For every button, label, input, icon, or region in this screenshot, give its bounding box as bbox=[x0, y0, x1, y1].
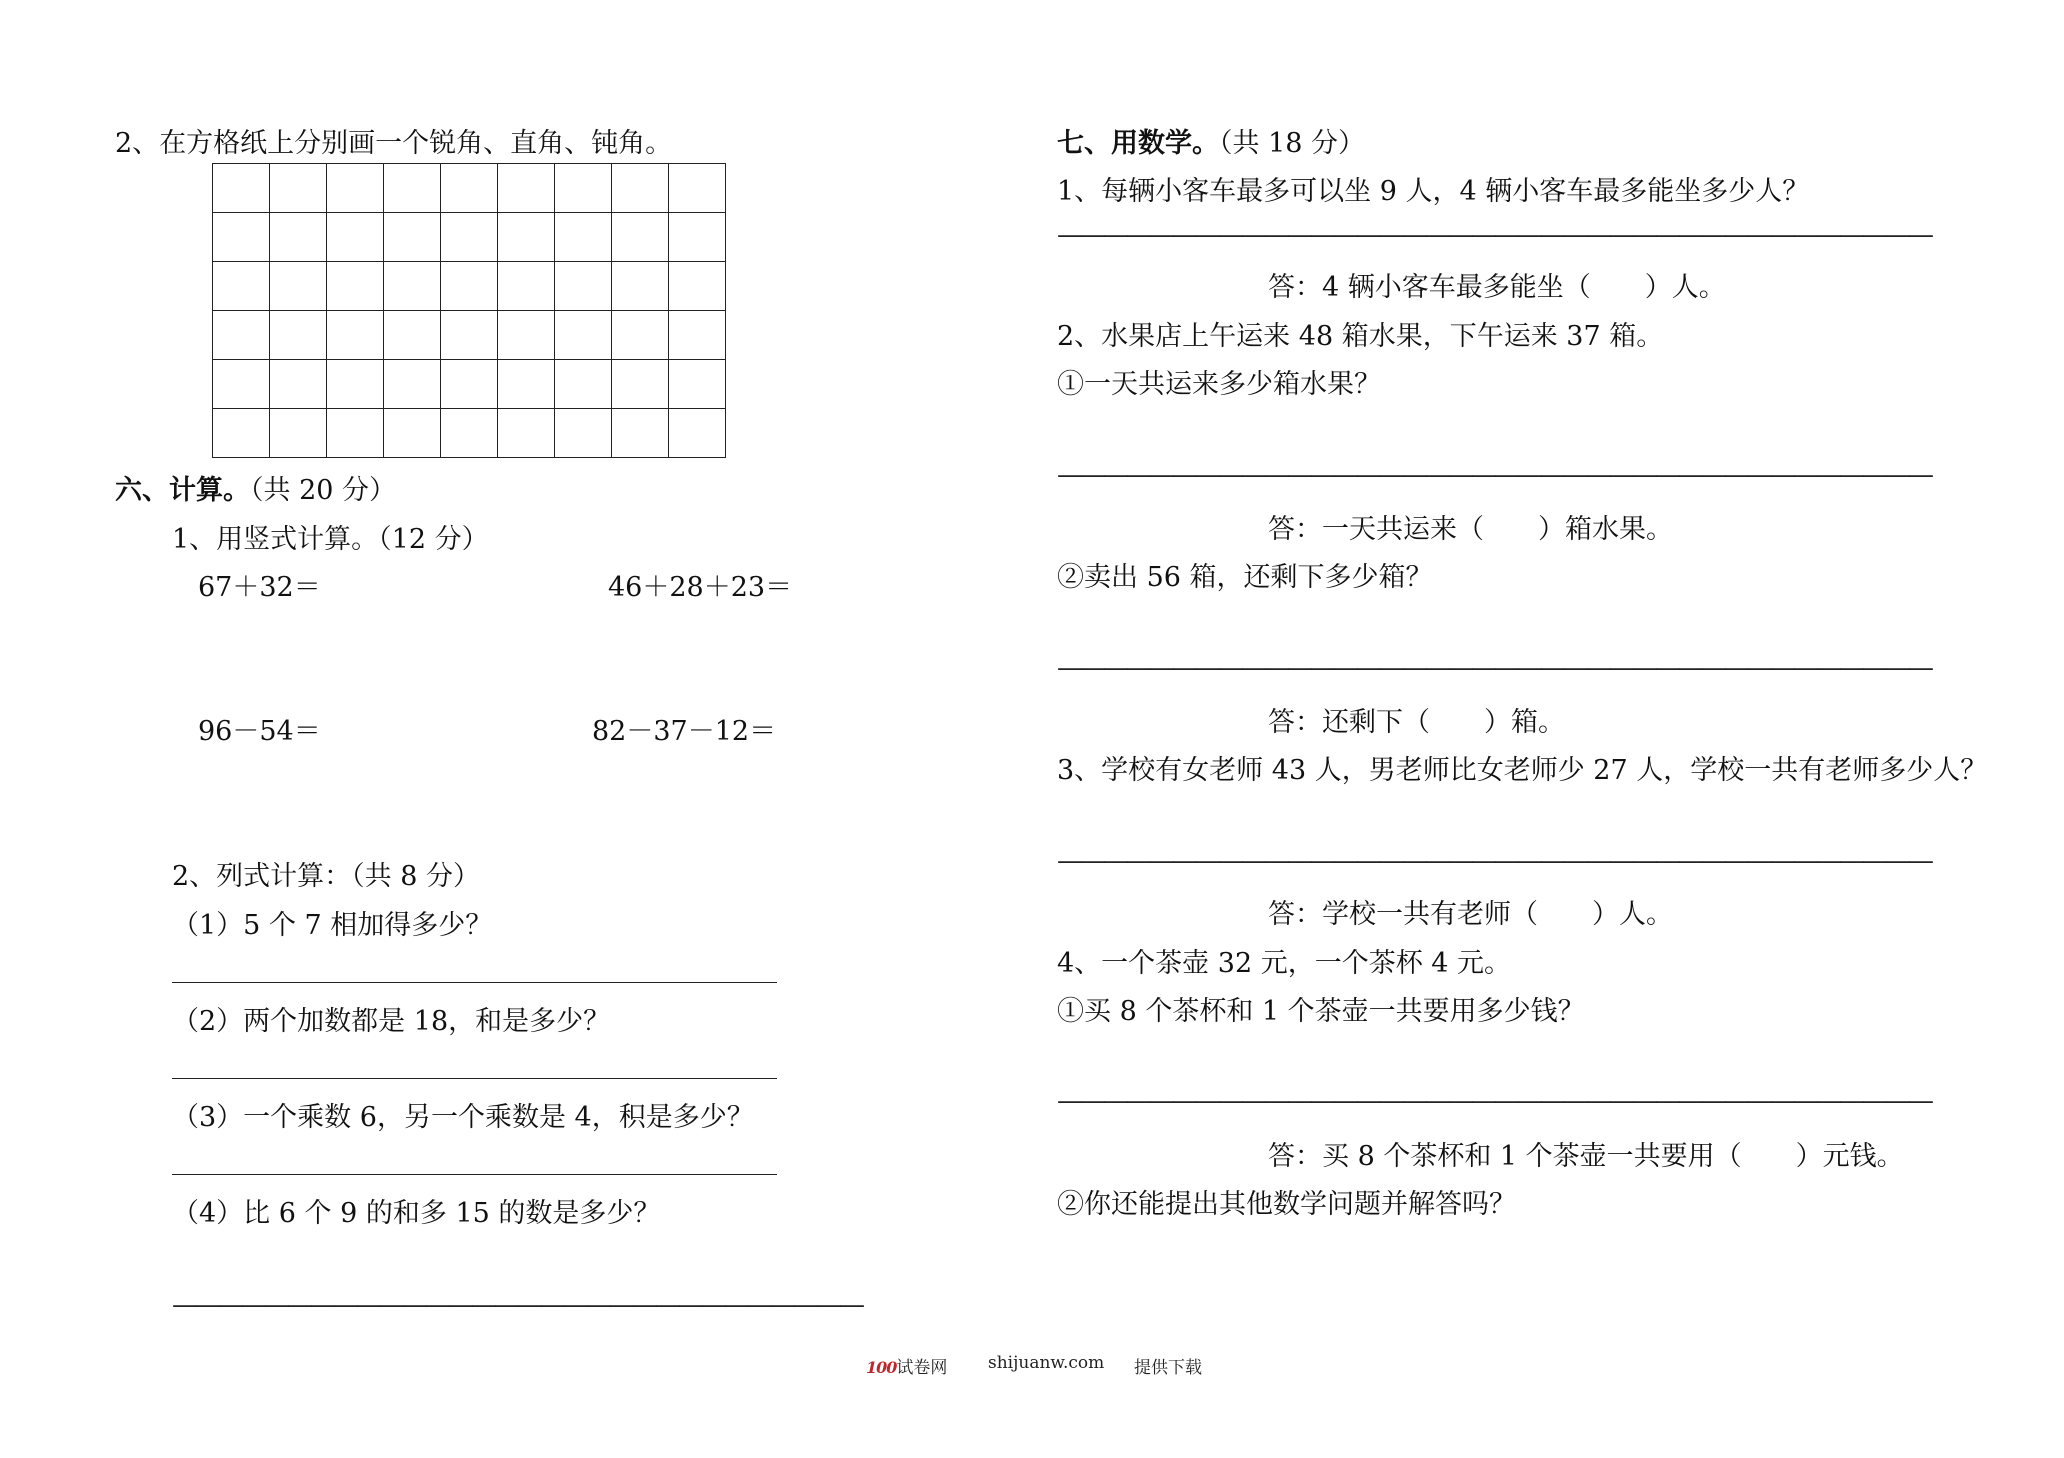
grid-cell[interactable] bbox=[213, 262, 270, 311]
grid-cell[interactable] bbox=[327, 262, 384, 311]
question-6-2-title: 2、列式计算：（共 8 分） bbox=[172, 861, 481, 892]
calc-expression: 46＋28＋23＝ bbox=[608, 572, 793, 603]
grid-cell[interactable] bbox=[612, 360, 669, 409]
answer-line[interactable] bbox=[172, 1174, 777, 1175]
question-2-1: ①一天共运来多少箱水果？ bbox=[1057, 369, 1381, 400]
grid-cell[interactable] bbox=[270, 311, 327, 360]
question-2-title: 2、在方格纸上分别画一个锐角、直角、钝角。 bbox=[115, 128, 673, 159]
grid-cell[interactable] bbox=[384, 164, 441, 213]
answer-2-2: 答：还剩下（ ）箱。 bbox=[1268, 707, 1565, 738]
grid-row bbox=[213, 311, 726, 360]
grid-cell[interactable] bbox=[270, 164, 327, 213]
grid-cell[interactable] bbox=[384, 360, 441, 409]
grid-cell[interactable] bbox=[327, 360, 384, 409]
section-7-heading bbox=[1057, 130, 1365, 157]
section-7-title: 七、用数学。 bbox=[1057, 128, 1219, 159]
question-2: 2、水果店上午运来 48 箱水果，下午运来 37 箱。 bbox=[1057, 321, 1664, 352]
grid-cell[interactable] bbox=[498, 360, 555, 409]
answer-2-1: 答：一天共运来（ ）箱水果。 bbox=[1268, 514, 1673, 545]
answer-1: 答：4 辆小客车最多能坐（ ）人。 bbox=[1268, 272, 1726, 303]
grid-cell[interactable] bbox=[669, 164, 726, 213]
grid-cell[interactable] bbox=[441, 360, 498, 409]
sub-question: （3）一个乘数 6，另一个乘数是 4，积是多少？ bbox=[172, 1102, 754, 1133]
grid-cell[interactable] bbox=[213, 164, 270, 213]
grid-cell[interactable] bbox=[270, 409, 327, 458]
answer-line-dashed[interactable]: —————————————————————————————————————— bbox=[1057, 460, 1931, 490]
grid-row bbox=[213, 164, 726, 213]
grid-cell[interactable] bbox=[327, 164, 384, 213]
grid-cell[interactable] bbox=[498, 164, 555, 213]
grid-cell[interactable] bbox=[612, 164, 669, 213]
question-4-1: ①买 8 个茶杯和 1 个茶壶一共要用多少钱？ bbox=[1057, 996, 1585, 1027]
grid-cell[interactable] bbox=[384, 262, 441, 311]
grid-cell[interactable] bbox=[555, 360, 612, 409]
question-2-2: ②卖出 56 箱，还剩下多少箱？ bbox=[1057, 562, 1433, 593]
grid-cell[interactable] bbox=[384, 311, 441, 360]
grid-cell[interactable] bbox=[612, 311, 669, 360]
grid-cell[interactable] bbox=[555, 213, 612, 262]
grid-cell[interactable] bbox=[213, 409, 270, 458]
grid-cell[interactable] bbox=[498, 311, 555, 360]
grid-cell[interactable] bbox=[441, 164, 498, 213]
grid-paper[interactable] bbox=[212, 163, 726, 458]
calc-expression: 96－54＝ bbox=[198, 716, 321, 747]
question-4-2: ②你还能提出其他数学问题并解答吗？ bbox=[1057, 1189, 1516, 1220]
grid-cell[interactable] bbox=[612, 213, 669, 262]
calc-expression: 82－37－12＝ bbox=[592, 716, 777, 747]
answer-line[interactable] bbox=[172, 982, 777, 983]
grid-cell[interactable] bbox=[498, 262, 555, 311]
logo-text: 试卷网 bbox=[896, 1358, 948, 1378]
grid-cell[interactable] bbox=[669, 360, 726, 409]
grid-cell[interactable] bbox=[498, 213, 555, 262]
grid-cell[interactable] bbox=[441, 262, 498, 311]
grid-cell[interactable] bbox=[270, 213, 327, 262]
grid-cell[interactable] bbox=[327, 213, 384, 262]
grid-cell[interactable] bbox=[555, 164, 612, 213]
logo-number: 100 bbox=[866, 1358, 897, 1377]
footer-note: 提供下载 bbox=[1134, 1358, 1202, 1378]
grid-row bbox=[213, 213, 726, 262]
grid-cell[interactable] bbox=[612, 262, 669, 311]
grid-row bbox=[213, 360, 726, 409]
grid-cell[interactable] bbox=[612, 409, 669, 458]
grid-cell[interactable] bbox=[327, 409, 384, 458]
grid-row bbox=[213, 262, 726, 311]
grid-cell[interactable] bbox=[555, 311, 612, 360]
question-4: 4、一个茶壶 32 元，一个茶杯 4 元。 bbox=[1057, 948, 1512, 979]
grid-cell[interactable] bbox=[555, 409, 612, 458]
grid-cell[interactable] bbox=[441, 213, 498, 262]
grid-cell[interactable] bbox=[441, 409, 498, 458]
grid-cell[interactable] bbox=[270, 262, 327, 311]
question-1: 1、每辆小客车最多可以坐 9 人，4 辆小客车最多能坐多少人？ bbox=[1057, 176, 1810, 207]
answer-line-dashed[interactable]: —————————————————————————————————————— bbox=[1057, 220, 1931, 250]
sub-question: （2）两个加数都是 18，和是多少？ bbox=[172, 1006, 611, 1037]
grid-cell[interactable] bbox=[270, 360, 327, 409]
grid-cell[interactable] bbox=[213, 360, 270, 409]
section-6-heading bbox=[115, 477, 396, 504]
footer-site-link[interactable]: shijuanw.com bbox=[988, 1353, 1105, 1373]
grid-cell[interactable] bbox=[669, 213, 726, 262]
answer-line-dashed[interactable]: —————————————————————————————————————— bbox=[1057, 846, 1931, 876]
answer-line[interactable] bbox=[172, 1078, 777, 1079]
footer-logo bbox=[866, 1353, 947, 1378]
question-6-1-title: 1、用竖式计算。（12 分） bbox=[172, 524, 489, 555]
sub-question: （1）5 个 7 相加得多少？ bbox=[172, 910, 493, 941]
grid-cell[interactable] bbox=[441, 311, 498, 360]
grid-cell[interactable] bbox=[213, 213, 270, 262]
grid-cell[interactable] bbox=[384, 409, 441, 458]
sub-question: （4）比 6 个 9 的和多 15 的数是多少？ bbox=[172, 1198, 661, 1229]
grid-cell[interactable] bbox=[498, 409, 555, 458]
grid-cell[interactable] bbox=[669, 311, 726, 360]
grid-cell[interactable] bbox=[213, 311, 270, 360]
grid-cell[interactable] bbox=[555, 262, 612, 311]
answer-line-dashed[interactable]: —————————————————————————————————————— bbox=[1057, 1086, 1931, 1116]
answer-line-dashed[interactable]: —————————————————————————————— bbox=[172, 1290, 862, 1320]
grid-cell[interactable] bbox=[327, 311, 384, 360]
grid-cell[interactable] bbox=[669, 409, 726, 458]
answer-4-1: 答：买 8 个茶杯和 1 个茶壶一共要用（ ）元钱。 bbox=[1268, 1141, 1904, 1172]
question-3: 3、学校有女老师 43 人，男老师比女老师少 27 人，学校一共有老师多少人？ bbox=[1057, 755, 1988, 786]
grid-row bbox=[213, 409, 726, 458]
calc-expression: 67＋32＝ bbox=[198, 572, 321, 603]
answer-3: 答：学校一共有老师（ ）人。 bbox=[1268, 899, 1673, 930]
grid-cell[interactable] bbox=[669, 262, 726, 311]
answer-line-dashed[interactable]: —————————————————————————————————————— bbox=[1057, 653, 1931, 683]
grid-cell[interactable] bbox=[384, 213, 441, 262]
section-7-points: （共 18 分） bbox=[1219, 128, 1366, 159]
section-6-points: （共 20 分） bbox=[250, 475, 397, 506]
section-6-title: 六、计算。 bbox=[115, 475, 250, 506]
